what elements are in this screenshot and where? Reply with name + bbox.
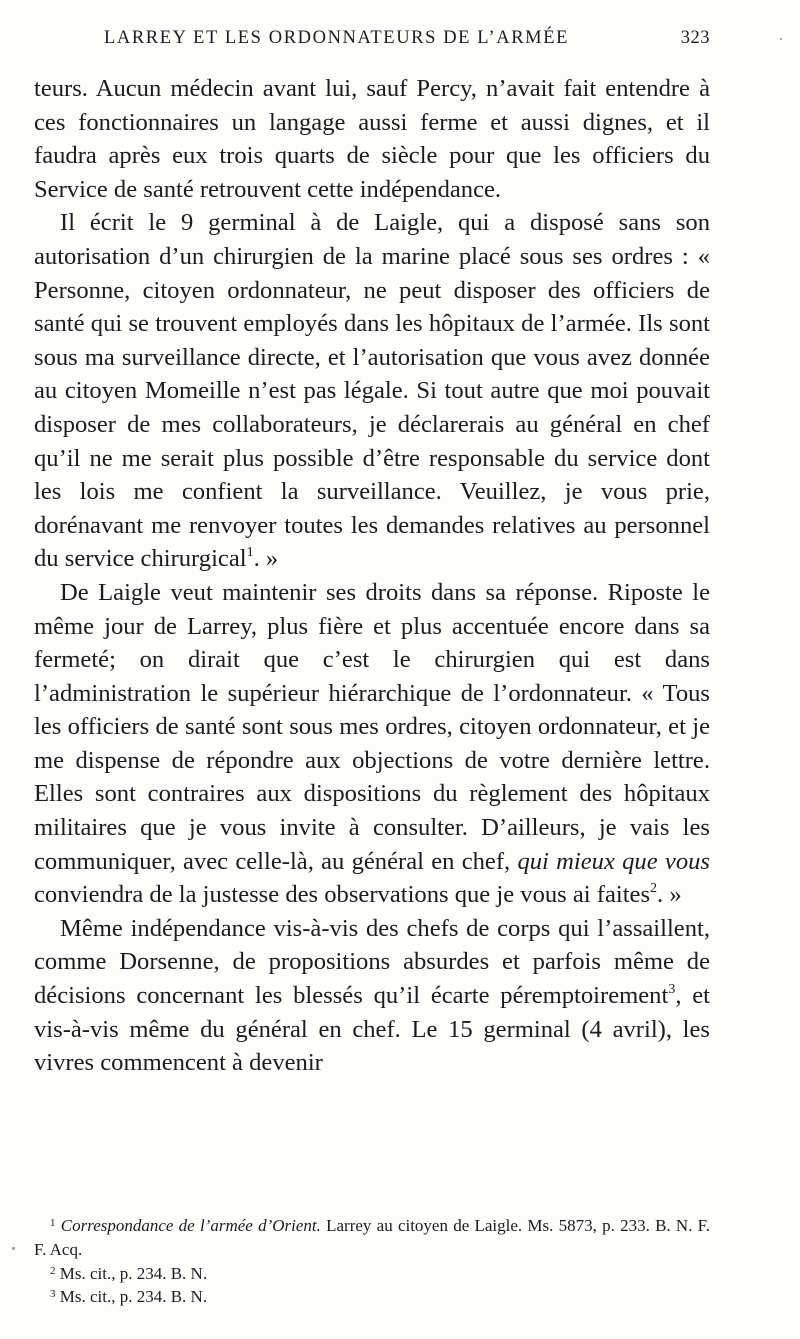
running-head: [34, 28, 710, 58]
paragraph-4-text-b: , et vis-à-vis même du général en chef. Le 15 germinal (4 avril), les vivres commencent à devenir: [34, 982, 711, 1077]
footnotes: [34, 1214, 710, 1309]
footnote-ref-2[interactable]: 2: [650, 881, 658, 897]
footnote-mark: 2: [50, 1264, 56, 1277]
paragraph-2-tail: . »: [253, 545, 279, 573]
paragraph-3-italic: qui mieux que vous: [517, 847, 710, 875]
scan-speck: [780, 38, 782, 40]
footnote-1-text: Larrey au citoyen de Laigle. Ms. 5873, p. 233. B. N. F. F. Acq.: [34, 1216, 711, 1259]
paragraph-1: [34, 72, 710, 206]
page-number: 323: [680, 28, 710, 48]
footnote-mark: 3: [50, 1288, 56, 1301]
footnote-2-text: Ms. cit., p. 234. B. N.: [59, 1263, 208, 1283]
footnote-3-text: Ms. cit., p. 234. B. N.: [59, 1287, 208, 1307]
paragraph-3-text-a: De Laigle veut maintenir ses droits dans sa réponse. Riposte le même jour de Larrey, plus fière et plus accentuée encore dans sa fermeté; on dirait que c’est le chirurgien qui est dans l’administration le supérieur hiérarchique de l’ordonnateur. « Tous les officiers de santé sont sous mes ordres, citoyen ordonnateur, et je me dispense de répondre aux objections de votre dernière lettre. Elles sont contraires aux dispositions du règlement des hôpitaux militaires que je vous invite à consulter. D’ailleurs, je vais les communiquer, avec celle-là, au général en chef,: [34, 578, 710, 875]
paragraph-2: [34, 206, 710, 576]
footnote-2: [34, 1262, 710, 1286]
footnote-ref-3[interactable]: 3: [668, 982, 676, 998]
paragraph-3-tail: . »: [657, 881, 682, 909]
body-text: [34, 72, 710, 1080]
scan-speck: [12, 1247, 15, 1250]
footnote-mark: 1: [50, 1217, 56, 1229]
paragraph-3: [34, 576, 710, 912]
paragraph-3-text-b: conviendra de la justesse des observations que je vous ai faites: [34, 881, 651, 909]
footnote-1: [34, 1214, 710, 1262]
paragraph-4-text-a: Même indépendance vis-à-vis des chefs de corps qui l’assaillent, comme Dorsenne, de propositions absurdes et parfois même de décisions concernant les blessés qu’il écarte péremptoirement: [34, 914, 710, 1010]
footnote-ref-1[interactable]: 1: [246, 545, 254, 561]
paragraph-1-text: teurs. Aucun médecin avant lui, sauf Percy, n’avait fait entendre à ces fonctionnaires un langage aussi ferme et aussi dignes, et il faudra après eux trois quarts de siècle pour que les officiers du Service de santé retrouvent cette indépendance.: [34, 75, 710, 203]
paragraph-4: [34, 912, 710, 1080]
footnote-1-italic: Correspondance de l’armée d’Orient.: [60, 1216, 321, 1235]
footnote-3: [34, 1285, 710, 1309]
running-title: LARREY ET LES ORDONNATEURS DE L’ARMÉE: [104, 28, 570, 48]
paragraph-2-text: Il écrit le 9 germinal à de Laigle, qui a disposé sans son autorisation d’un chirurgien de la marine placé sous ses ordres : « Personne, citoyen ordonnateur, ne peut disposer des officiers de santé qui se trouvent employés dans les hôpitaux de l’armée. Ils sont sous ma surveillance directe, et l’autorisation que vous avez donnée au citoyen Momeille n’est pas légale. Si tout autre que moi pouvait disposer de mes collaborateurs, je déclarerais au général en chef qu’il ne me serait plus possible d’être responsable du service dont les lois me confient la surveillance. Veuillez, je vous prie, dorénavant me renvoyer toutes les demandes relatives au personnel du service chirurgical: [34, 209, 710, 573]
